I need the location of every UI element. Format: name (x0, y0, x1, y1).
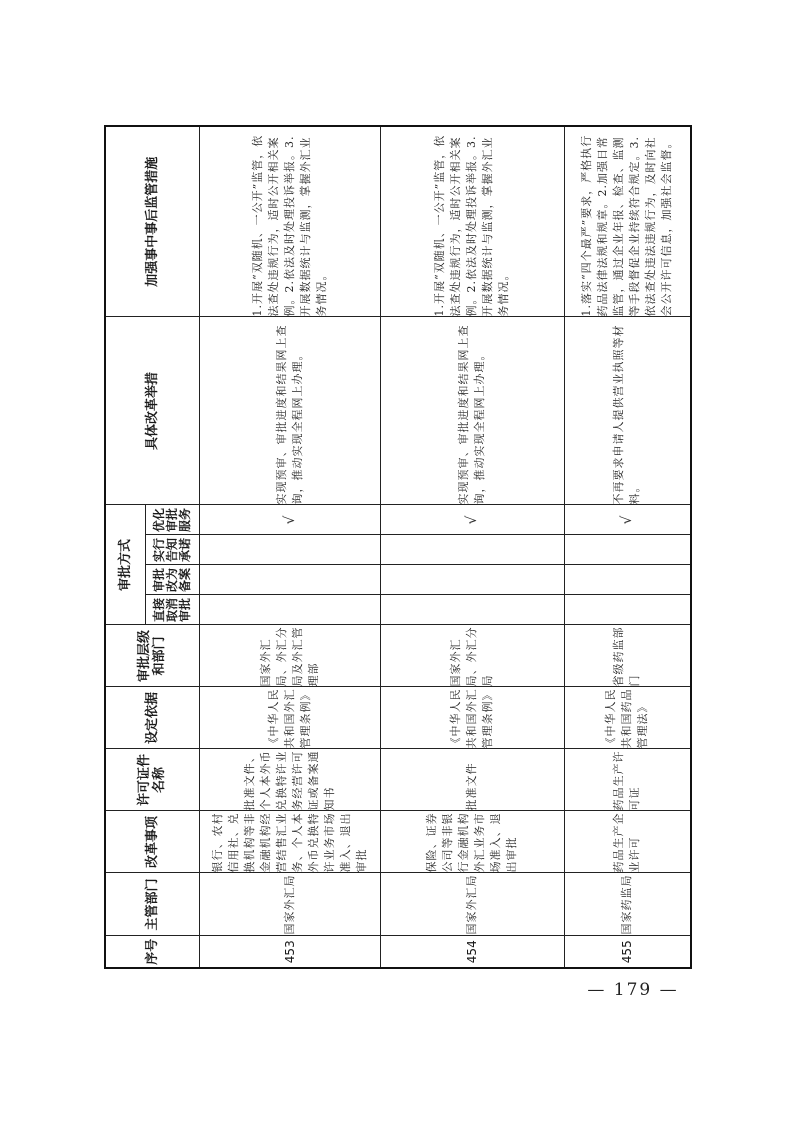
row-basis: 《中华人民共和国药品管理法》 (564, 687, 691, 749)
row-measures: 实现预审、审批进度和结果网上查询，推动实现全程网上办理。 (199, 317, 380, 505)
row-mark-optimize: √ (380, 505, 564, 535)
row-dept: 国家外汇局 (199, 873, 380, 936)
row-mark-cancel (199, 595, 380, 625)
header-measures: 具体改革举措 (105, 317, 199, 505)
header-mode-notify: 实行告知承诺 (145, 535, 199, 565)
row-measures: 实现预审、审批进度和结果网上查询，推动实现全程网上办理。 (380, 317, 564, 505)
row-mark-cancel (380, 595, 564, 625)
row-mark-filing (564, 565, 691, 595)
header-level: 审批层级和部门 (105, 625, 199, 687)
reform-table (104, 125, 692, 969)
header-mode-cancel: 直接取消审批 (145, 595, 199, 625)
table-row (380, 126, 564, 968)
row-seq: 454 (380, 936, 564, 968)
header-basis: 设定依据 (105, 687, 199, 749)
row-basis: 《中华人民共和国外汇管理条例》 (380, 687, 564, 749)
table-row (199, 126, 380, 968)
page-number: — 179 — (587, 980, 679, 1000)
row-seq: 455 (564, 936, 691, 968)
row-level: 国家外汇局、外汇分局 (380, 625, 564, 687)
header-approval-mode: 审批方式 (105, 505, 145, 625)
row-dept: 国家外汇局 (380, 873, 564, 936)
row-mark-notify (564, 535, 691, 565)
row-mark-filing (199, 565, 380, 595)
header-item: 改革事项 (105, 811, 199, 873)
row-level: 国家外汇局、外汇分局及外汇管理部 (199, 625, 380, 687)
row-supervision: 1.开展“双随机、一公开”监管，依法查处违规行为，适时公开相关案例。2.依法及时处理投诉举报。3.开展数据统计与监测，掌握外汇业务情况。 (199, 126, 380, 317)
row-mark-filing (380, 565, 564, 595)
row-license: 批准文件 (380, 749, 564, 811)
row-supervision: 1.开展“双随机、一公开”监管，依法查处违规行为，适时公开相关案例。2.依法及时处理投诉举报。3.开展数据统计与监测，掌握外汇业务情况。 (380, 126, 564, 317)
rotated-table-container (104, 127, 690, 969)
row-seq: 453 (199, 936, 380, 968)
row-mark-optimize: √ (564, 505, 691, 535)
row-dept: 国家药监局 (564, 873, 691, 936)
row-basis: 《中华人民共和国外汇管理条例》 (199, 687, 380, 749)
row-mark-notify (199, 535, 380, 565)
header-mode-filing: 审批改为备案 (145, 565, 199, 595)
row-item: 药品生产企业许可 (564, 811, 691, 873)
row-supervision: 1.落实“四个最严”要求，严格执行药品法律法规和规章。2.加强日常监管，通过企业年报、检查、监测等手段督促企业持续符合规定。3.依法查处违法违规行为，及时向社会公开许可信息，加强社会监督。 (564, 126, 691, 317)
row-level: 省级药监部门 (564, 625, 691, 687)
header-license: 许可证件名称 (105, 749, 199, 811)
row-item: 保险、证券公司等非银行金融机构外汇业务市场准入、退出审批 (380, 811, 564, 873)
header-dept: 主管部门 (105, 873, 199, 936)
row-license: 药品生产许可证 (564, 749, 691, 811)
header-row (105, 126, 145, 968)
row-license: 批准文件、个人本外币兑换特许业务经营许可证或备案通知书 (199, 749, 380, 811)
row-measures: 不再要求申请人提供营业执照等材料。 (564, 317, 691, 505)
row-mark-notify (380, 535, 564, 565)
row-mark-optimize: √ (199, 505, 380, 535)
row-mark-cancel (564, 595, 691, 625)
header-mode-optimize: 优化审批服务 (145, 505, 199, 535)
header-supervision: 加强事中事后监管措施 (105, 126, 199, 317)
table-row (564, 126, 691, 968)
header-seq: 序号 (105, 936, 199, 968)
row-item: 银行、农村信用社、兑换机构等非金融机构经营结售汇业务、个人本外币兑换特许业务市场准入、退出审批 (199, 811, 380, 873)
